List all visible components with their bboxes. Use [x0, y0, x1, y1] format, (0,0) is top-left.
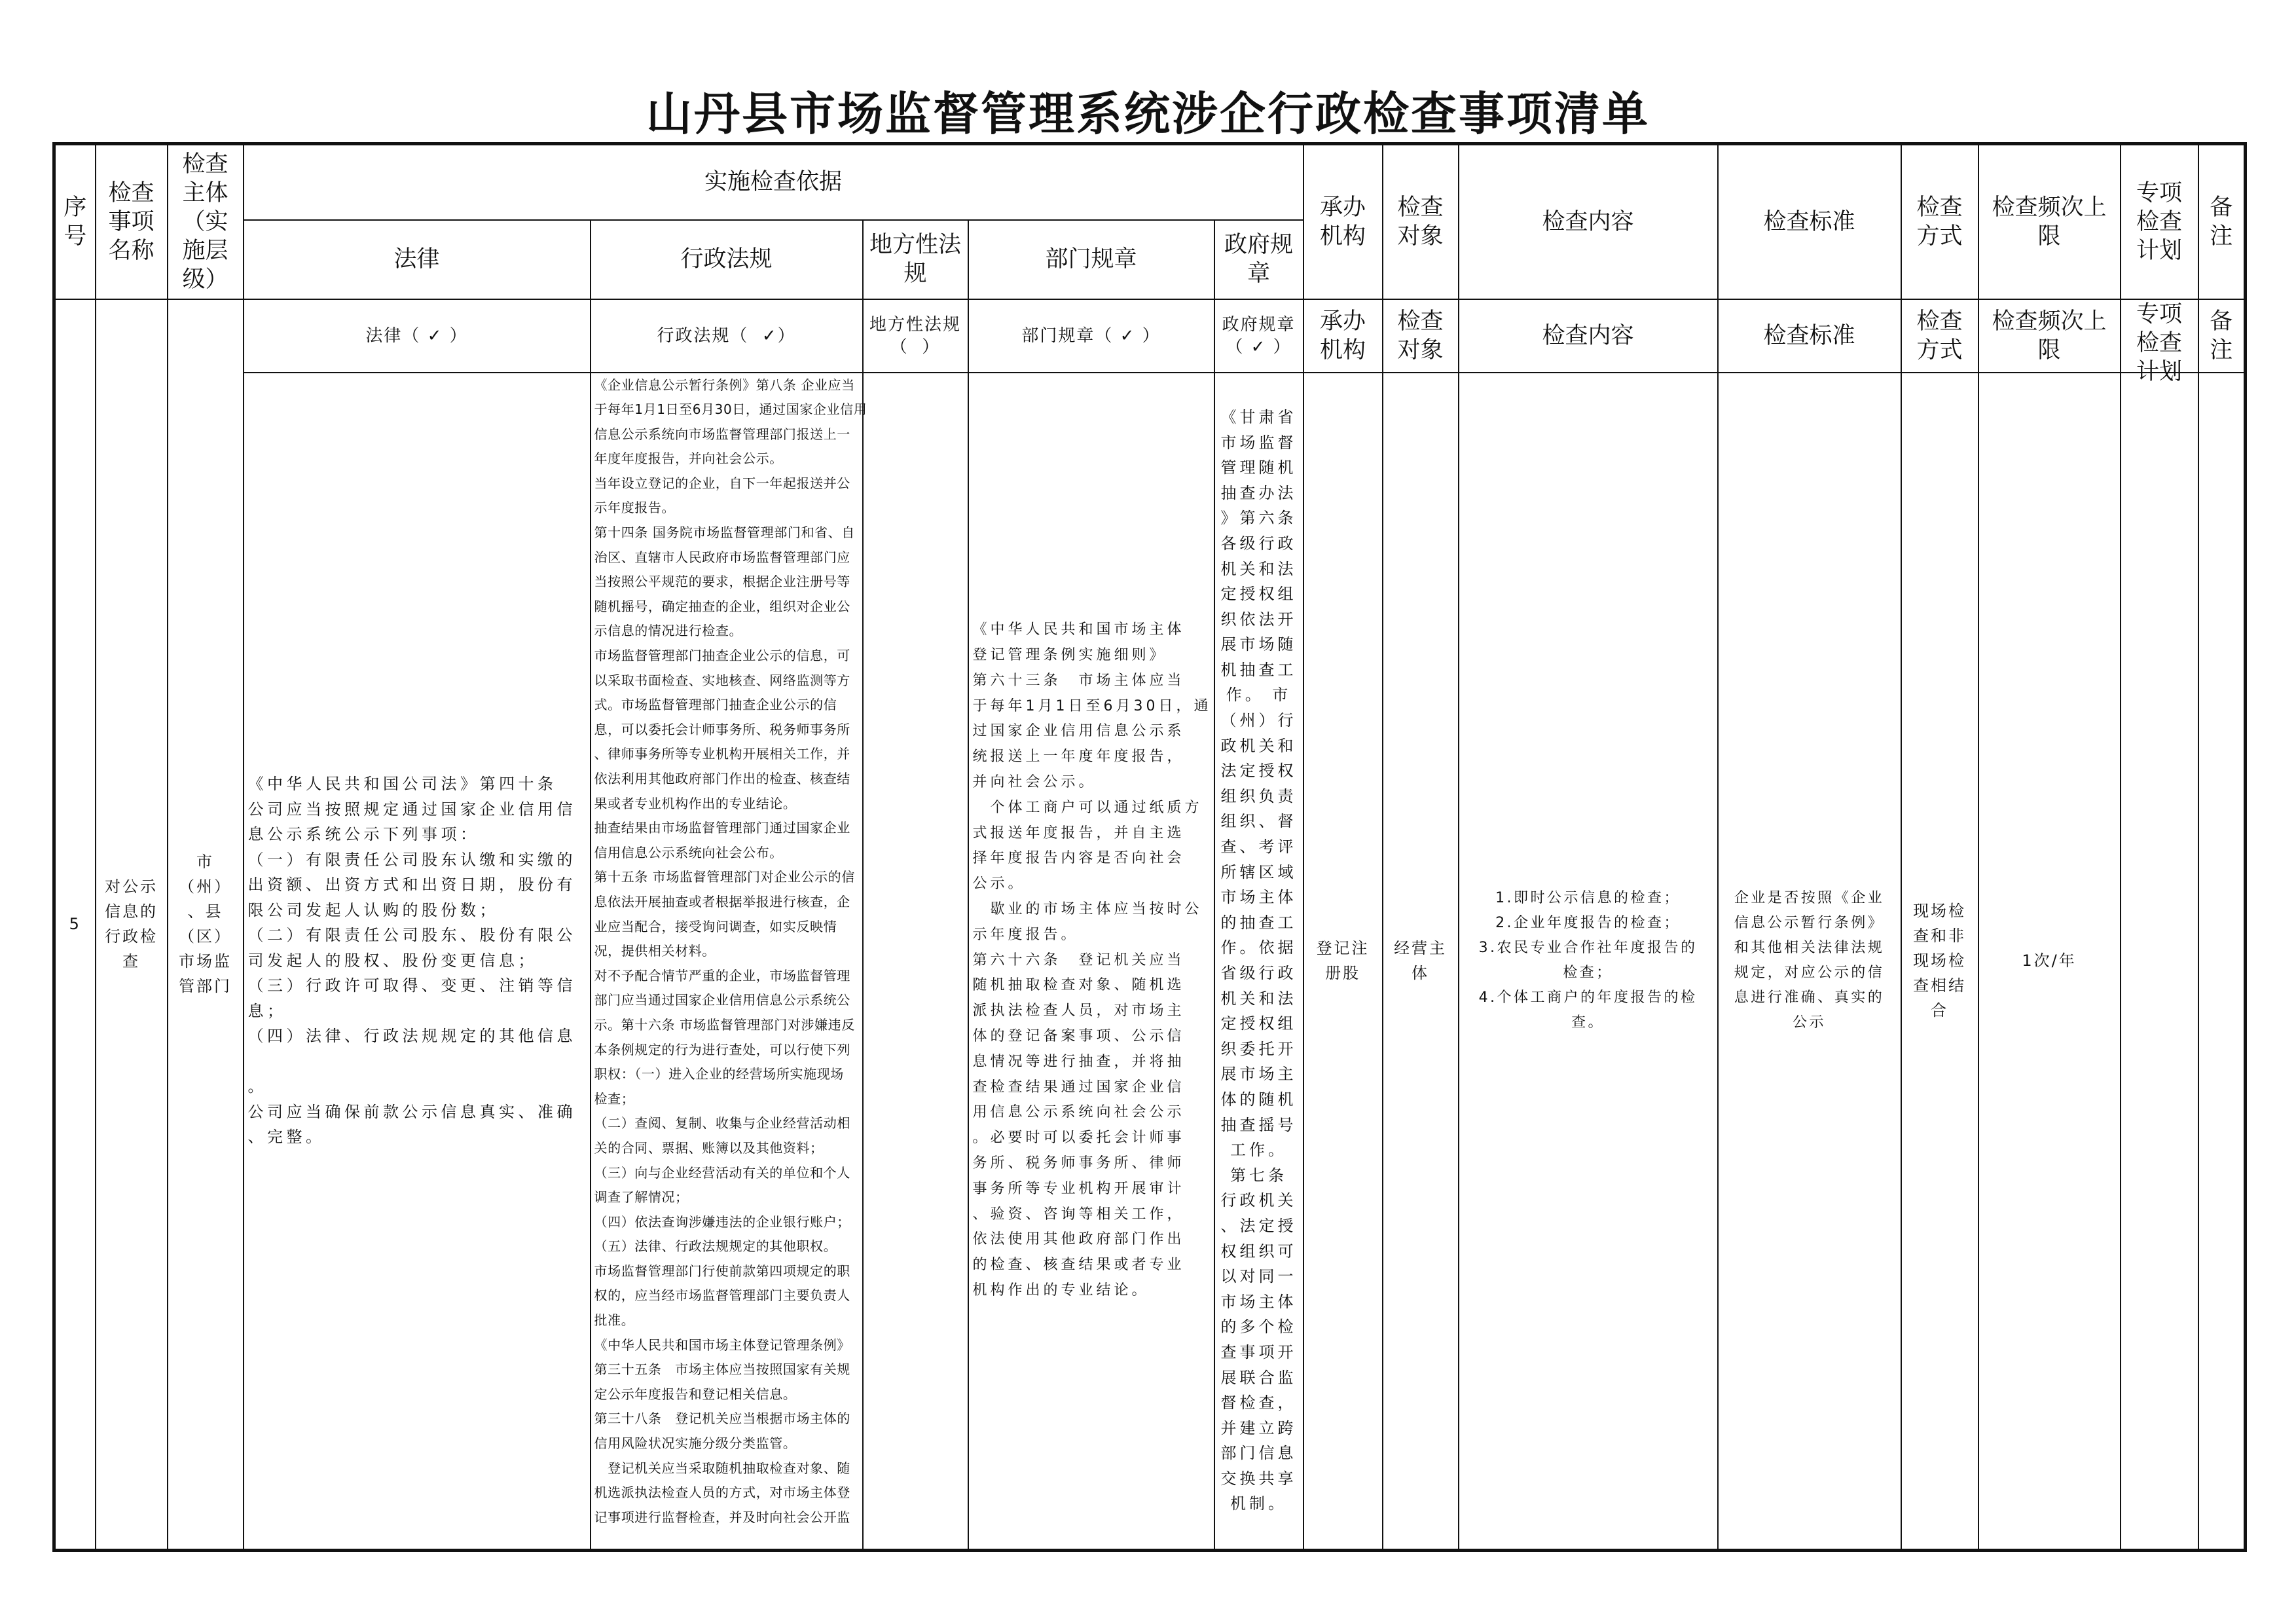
- subheader-target: 检查 对象: [1383, 299, 1459, 373]
- subheader-agency: 承办 机构: [1303, 299, 1383, 373]
- header-basis: 实施检查依据: [244, 144, 1303, 220]
- row-item-name: 对公示 信息的 行政检 查: [96, 299, 168, 1551]
- row-gov-rule-cell: [1214, 373, 1303, 1551]
- check-admin-regulation: 行政法规（ ✓）: [591, 299, 863, 373]
- header-admin-regulation: 行政法规: [591, 220, 863, 299]
- row-seq: 5: [54, 299, 96, 1551]
- row-law-cell: [244, 373, 591, 1551]
- page-title: 山丹县市场监督管理系统涉企行政检查事项清单: [646, 86, 1650, 141]
- row-standard: 企业是否按照《企业 信息公示暂行条例》 和其他相关法律法规 规定，对应公示的信 息进行准确、真实的 公示: [1718, 373, 1901, 1551]
- subheader-standard: 检查标准: [1718, 299, 1901, 373]
- row-method: 现场检 查和非 现场检 查相结 合: [1901, 373, 1978, 1551]
- header-frequency: 检查频次上 限: [1978, 144, 2121, 299]
- basis-check-row: [54, 299, 2246, 373]
- check-gov-rule: 政府规章 （ ✓ ）: [1214, 299, 1303, 373]
- subheader-remark: 备 注: [2198, 299, 2246, 373]
- subheader-special-plan-cell: [2121, 299, 2198, 385]
- subheader-content: 检查内容: [1459, 299, 1718, 373]
- row-frequency: 1次/年: [1978, 373, 2121, 1551]
- row-dept-rule: 《中华人民共和国市场主体 登记管理条例实施细则》 第六十三条 市场主体应当 于每年1月1日至6月30日，通 过国家企业信用信息公示系 统报送上一年度年度报告， 并向社会公示。 个体工商户可以通过纸质方 式报送年度报告，并自主选 择年度报告内容是否向社会 公示。 歇业的市场主体应当按时公 示年度报告。 第六十六条 登记机关应当 随机抽取检查对象、随机选 派执法检查人员，对市场主 体的登记备案事项、公示信 息情况等进行抽查，并将抽 查检查结果通过国家企业信 用信息公示系统向社会公示 。必要时可以委托会计师事 务所、税务师事务所、律师 事务所等专业机构开展审计 、验资、咨询等相关工作， 依法使用其他政府部门作出 的检查、核查结果或者专业 机构作出的专业结论。: [972, 621, 1212, 1299]
- row-special-plan: [2121, 373, 2198, 1551]
- subheader-frequency: 检查频次上 限: [1978, 299, 2121, 373]
- header-dept-rule: 部门规章: [968, 220, 1214, 299]
- header-row-1: [54, 144, 2246, 220]
- header-method: 检查 方式: [1901, 144, 1978, 299]
- check-dept-rule: 部门规章（ ✓ ）: [968, 299, 1214, 373]
- header-content: 检查内容: [1459, 144, 1718, 299]
- subheader-special-plan: 专项 检查 计划: [2136, 301, 2183, 385]
- row-admin-regulation-cell: [591, 373, 867, 1551]
- subheader-method: 检查 方式: [1901, 299, 1978, 373]
- row-target: 经营主 体: [1383, 373, 1459, 1551]
- row-remark: [2198, 373, 2246, 1551]
- header-subject: 检查 主体 （实 施层 级）: [168, 144, 244, 299]
- row-law: 《中华人民共和国公司法》第四十条 公司应当按照规定通过国家企业信用信 息公示系统公示下列事项： （一）有限责任公司股东认缴和实缴的 出资额、出资方式和出资日期，股份有 限公司发起人认购的股份数； （二）有限责任公司股东、股份有限公 司发起人的股权、股份变更信息； （三）行政许可取得、变更、注销等信 息； （四）法律、行政法规规定的其他信息 。 公司应当确保前款公示信息真实、准确 、完整。: [247, 775, 576, 1147]
- header-seq: 序 号: [54, 144, 96, 299]
- check-local-regulation: 地方性法规 （ ）: [863, 299, 968, 373]
- inspection-items-table: [52, 142, 2247, 1552]
- row-content: 1.即时公示信息的检查； 2.企业年度报告的检查； 3.农民专业合作社年度报告的 检查； 4.个体工商户的年度报告的检 查。: [1459, 373, 1718, 1551]
- row-admin-regulation: 《企业信息公示暂行条例》第八条 企业应当 于每年1月1日至6月30日，通过国家企业信用 信息公示系统向市场监督管理部门报送上一 年度年度报告，并向社会公示。 当年设立登记的企业，自下一年起报送并公 示年度报告。 第十四条 国务院市场监督管理部门和省、自 治区、直辖市人民政府市场监督管理部门应 当按照公平规范的要求，根据企业注册号等 随机摇号，确定抽查的企业，组织对企业公 示信息的情况进行检查。 市场监督管理部门抽查企业公示的信息，可 以采取书面检查、实地核查、网络监测等方 式。市场监督管理部门抽查企业公示的信 息，可以委托会计师事务所、税务师事务所 、律师事务所等专业机构开展相关工作，并 依法利用其他政府部门作出的检查、核查结 果或者专业机构作出的专业结论。 抽查结果由市场监督管理部门通过国家企业 信用信息公示系统向社会公布。 第十五条 市场监督管理部门对企业公示的信 息依法开展抽查或者根据举报进行核查，企 业应当配合，接受询问调查，如实反映情 况，提供相关材料。 对不予配合情节严重的企业，市场监督管理 部门应当通过国家企业信用信息公示系统公 示。第十六条 市场监督管理部门对涉嫌违反 本条例规定的行为进行查处，可以行使下列 职权：（一）进入企业的经营场所实施现场 检查； （二）查阅、复制、收集与企业经营活动相 关的合同、票据、账簿以及其他资料； （三）向与企业经营活动有关的单位和个人 调查了解情况； （四）依法查询涉嫌违法的企业银行账户； （五）法律、行政法规规定的其他职权。 市场监督管理部门行使前款第四项规定的职 权的，应当经市场监督管理部门主要负责人 批准。 《中华人民共和国市场主体登记管理条例》 第三十五条 市场主体应当按照国家有关规 定公示年度报告和登记相关信息。 第三十八条 登记机关应当根据市场主体的 信用风险状况实施分级分类监管。 登记机关应当采取随机抽取检查对象、随 机选派执法检查人员的方式，对市场主体登 记事项进行监督检查，并及时向社会公开监: [594, 377, 867, 1525]
- header-remark: 备 注: [2198, 144, 2246, 299]
- header-gov-rule: 政府规 章: [1214, 220, 1303, 299]
- header-item-name: 检查 事项 名称: [96, 144, 168, 299]
- check-law: 法律（ ✓ ）: [244, 299, 591, 373]
- row-gov-rule: 《甘肃省 市场监督 管理随机 抽查办法 》第六条 各级行政 机关和法 定授权组 织依法开 展市场随 机抽查工 作。 市 （州）行 政机关和 法定授权 组织负责 组织、督 查、考评 所辖区域 市场主体 的抽查工 作。依据 省级行政 机关和法 定授权组 织委托开 展市场主 体的随机 抽查摇号 工作。 第七条 行政机关 、法定授 权组织可 以对同一 市场主体 的多个检 查事项开 展联合监 督检查， 并建立跨 部门信息 交换共享 机制。: [1220, 407, 1297, 1513]
- row-local-regulation: [863, 373, 968, 1551]
- header-agency: 承办 机构: [1303, 144, 1383, 299]
- header-law: 法律: [244, 220, 591, 299]
- row-dept-rule-cell: [968, 373, 1214, 1551]
- row-agency: 登记注 册股: [1303, 373, 1383, 1551]
- row-subject: 市 （州） 、县 （区） 市场监 管部门: [168, 299, 244, 1551]
- table-row: [54, 373, 2246, 1551]
- header-target: 检查 对象: [1383, 144, 1459, 299]
- header-local-regulation: 地方性法 规: [863, 220, 968, 299]
- header-special-plan: 专项 检查 计划: [2121, 144, 2198, 299]
- header-standard: 检查标准: [1718, 144, 1901, 299]
